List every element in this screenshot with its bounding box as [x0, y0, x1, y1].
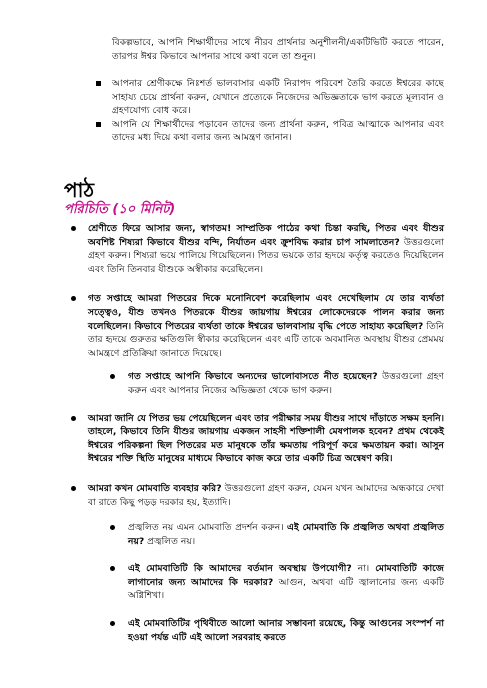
section-heading: পাঠ [64, 178, 95, 202]
list-item: গত সপ্তাহে আমরা পিতরের দিকে মনোনিবেশ করেছিলাম এবং দেখেছিলাম যে তার ব্যর্থতা সত্ত্বেও, যীশু তখনও পিতরকে যীশুর জায়গায় ঈশ্বরের লোকেদেরকে পালন করার জন্য বলেছিলেন। কিভাবে পিতরের ব্যর্থতা তাকে ঈশ্বরের ভালবাসায় বৃদ্ধি পেতে সাহায্য করেছিল? তিনি তার হৃদয়ে গুরুতর ক্ষতিগুলি স্বীকার করেছিলেন এবং এটি তাকে অবমানিত অবস্থায় যীশুর প্রেমময় আমন্ত্রণে প্রতিক্রিয়া জানাতে দিয়েছে। [64, 292, 444, 360]
list-item: শ্রেণীতে ফিরে আসার জন্য, স্বাগতম! সাম্প্রতিক পাঠের কথা চিন্তা করছি, পিতর এবং যীশুর অবশিষ্ট শিষ্যরা কিভাবে যীশুর বন্দি, নির্যাতন এবং ক্রুশবিদ্ধ করার চাপ সামলাতেন? উত্তরগুলো গ্রহণ করুন। শিষ্যরা ভয়ে পালিয়ে গিয়েছিলেন। পিতর ভয়কে তার হৃদয়ে কর্তৃত্ব করতেও দিয়েছিলেন এবং তিনি তিনবার যীশুকে অস্বীকার করেছিলেন। [64, 222, 444, 276]
intro-continuation: বিকল্পভাবে, আপনি শিক্ষার্থীদের সাথে নীরব প্রার্থনার অনুশীলনী/একটিভিটি করতে পারেন, তারপর ঈশ্বর কিভাবে আপনার সাথে কথা বলে তা শুনুন। [112, 37, 444, 62]
round-bullet-icon [110, 374, 115, 379]
sub-list-item: এই মোমবাতিটির পৃথিবীতে আলো আনার সম্ভাবনা রয়েছে, কিন্তু আগুনের সংস্পর্শ না হওয়া পর্যন্ত এটি এই আলো সরবরাহ করতে [64, 617, 444, 644]
round-bullet-icon [110, 566, 115, 571]
round-bullet-icon [110, 525, 115, 530]
round-bullet-icon [71, 416, 76, 421]
sub-list-item: এই মোমবাতিটি কি আমাদের বর্তমান অবস্থায় উপযোগী? না। মোমবাতিটি কাজে লাগানোর জন্য আমাদের কি দরকার? আগুন, অথবা এটি জ্বালানোর জন্য একটি অগ্নিশিখা। [64, 562, 444, 603]
list-item: আমরা জানি যে পিতর ভয় পেয়েছিলেন এবং তার পরীক্ষার সময় যীশুর সাথে দাঁড়াতে সক্ষম হননি। তাহলে, কিভাবে তিনি যীশুর জায়গায় একজন সাহসী শক্তিশালী মেষপালক হবেন? প্রথম থেকেই ঈশ্বরের পরিকল্পনা ছিল পিতরের মত মানুষকে তাঁর ক্ষমতায় পরিপূর্ণ করে ক্ষমতায়ন করা। আসুন ঈশ্বরের শক্তি স্থিতি মানুষের মাধ্যমে কিভাবে কাজ করে তার একটি চিত্র অন্বেষণ করি। [64, 412, 444, 466]
sub-list-item: গত সপ্তাহে আপনি কিভাবে অন্যদের ভালোবাসতে নীত হয়েছেন? উত্তরগুলো গ্রহণ করুন এবং আপনার নিজের অভিজ্ঞতা থেকে ভাগ করুন। [64, 370, 444, 397]
list-item: আমরা কখন মোমবাতি ব্যবহার করি? উত্তরগুলো গ্রহণ করুন, যেমন যখন আমাদের অন্ধকারে দেখা বা রাতে কিছু পড়ড় দরকার হয়, ইত্যাদি। [64, 482, 444, 509]
round-bullet-icon [71, 296, 76, 301]
square-bullet-icon [96, 81, 101, 86]
list-item: আপনার শ্রেণীকক্ষে নিঃশর্ত ভালবাসার একটি নিরাপদ পরিবেশ তৈরি করতে ঈশ্বরের কাছে সাহায্য চেয়ে প্রার্থনা করুন, যেখানে প্রত্যেকে নিজেদের অভিজ্ঞতাকে ভাগ করতে মূল্যবান ও গ্রহণযোগ্য বোধ করে। [96, 77, 444, 118]
square-bullet-icon [96, 122, 101, 127]
preparation-list [96, 64, 444, 145]
sub-list-item: প্রজ্বলিত নয় এমন মোমবাতি প্রদর্শন করুন। এই মোমবাতি কি প্রজ্বলিত অথবা প্রজ্বলিত নয়? প্রজ্বলিত নয়। [64, 521, 444, 548]
lesson-content [64, 222, 444, 644]
round-bullet-icon [110, 621, 115, 626]
section-subheading: পরিচিতি (১০ মিনিট) [64, 202, 176, 217]
list-item: আপনি যে শিক্ষার্থীদের পড়াবেন তাদের জন্য প্রার্থনা করুন, পবিত্র আত্মাকে আপনার এবং তাদের মধ্য দিয়ে কথা বলার জন্য আমন্ত্রণ জানান। [96, 118, 444, 145]
round-bullet-icon [71, 226, 76, 231]
round-bullet-icon [71, 486, 76, 491]
